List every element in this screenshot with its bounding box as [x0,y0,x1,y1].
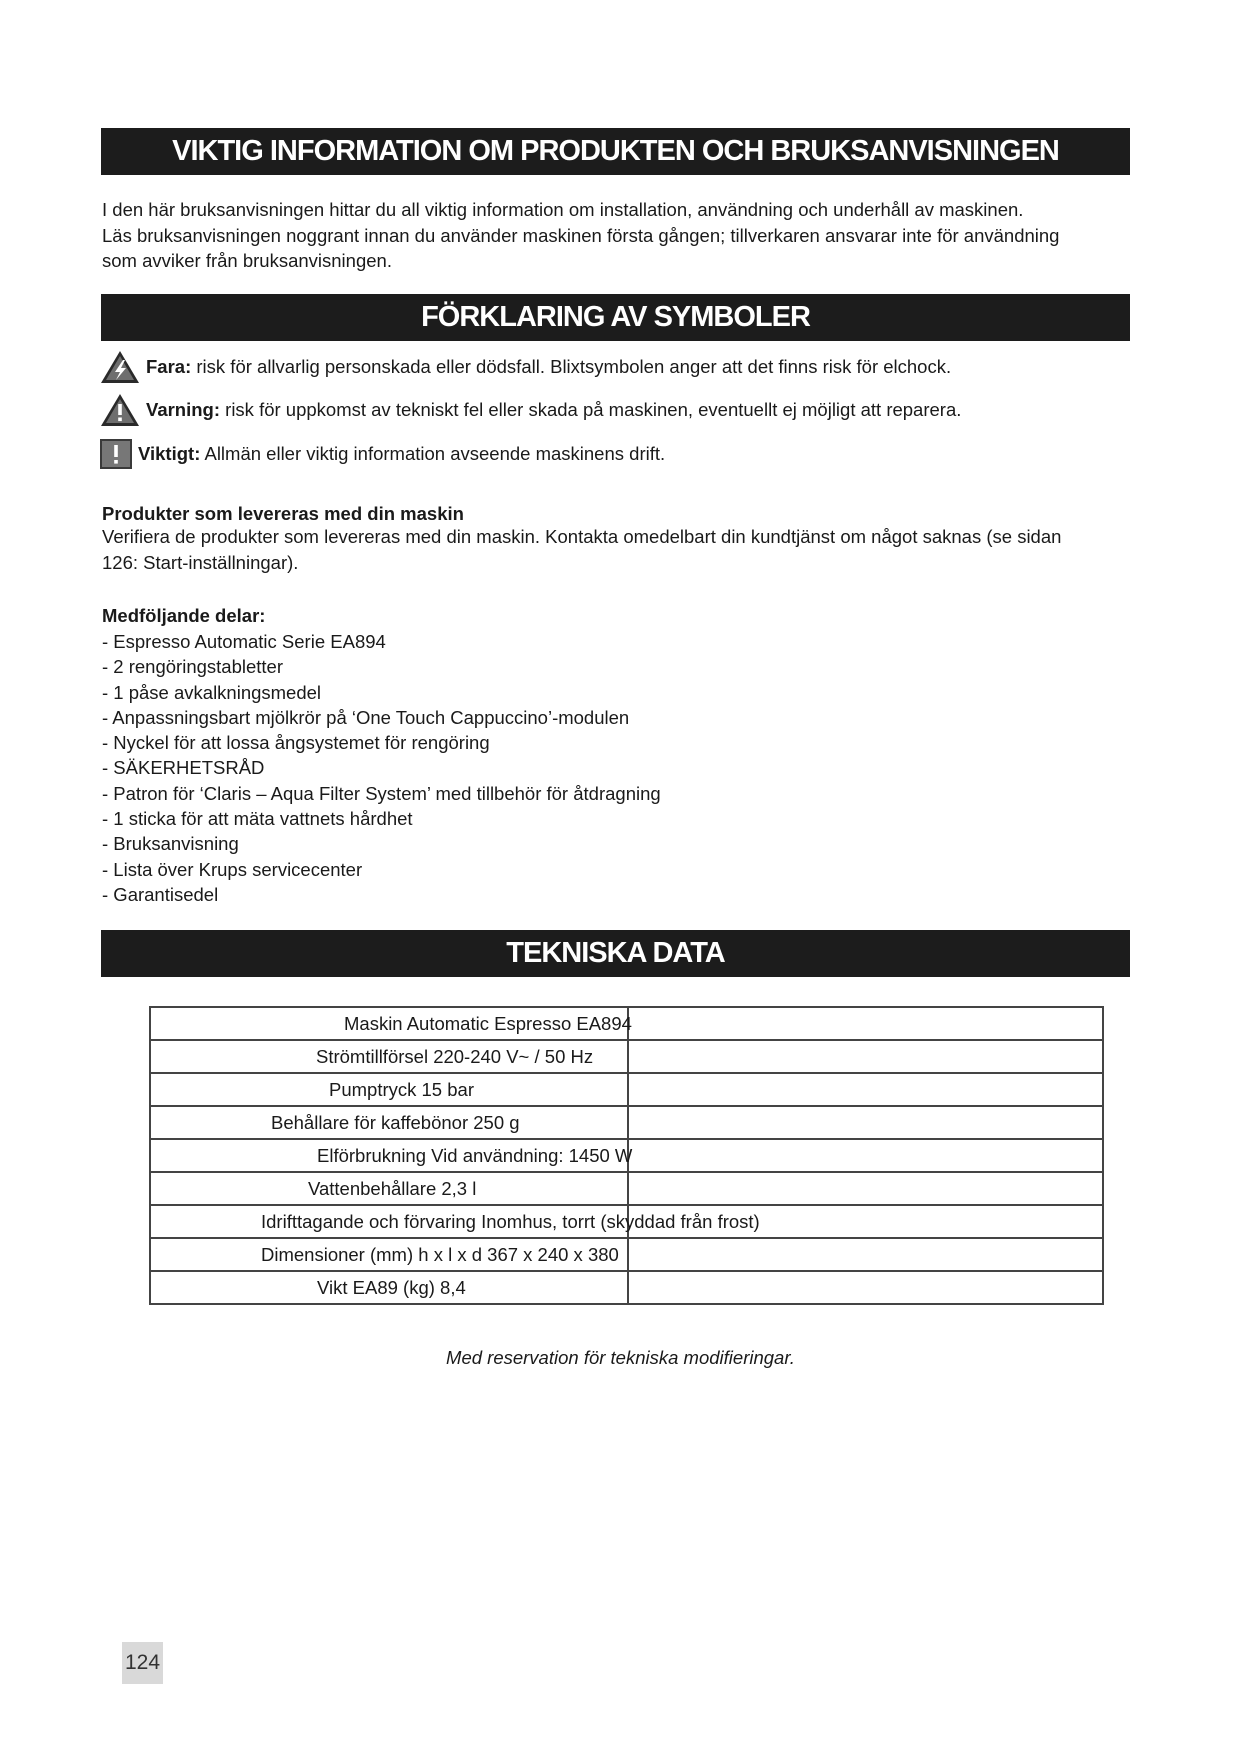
symbol-text-important: Allmän eller viktig information avseende maskinens drift. [204,443,666,464]
list-item: - Patron för ‘Claris – Aqua Filter System’ med tillbehör för åtdragning [102,782,661,804]
section-title-symbols: FÖRKLARING AV SYMBOLER [101,294,1130,341]
warning-icon [100,393,140,427]
table-cell: Vikt EA89 (kg) 8,4 [317,1277,466,1298]
table-cell: Dimensioner (mm) h x l x d 367 x 240 x 380 [261,1244,619,1265]
list-item: - Bruksanvisning [102,833,239,855]
table-cell: Elförbrukning Vid användning: 1450 W [317,1145,633,1166]
table-row [150,1040,1103,1073]
intro-line: som avviker från bruksanvisningen. [102,250,392,271]
list-item: - Nyckel för att lossa ångsystemet för rengöring [102,732,490,754]
table-cell: Idrifttagande och förvaring Inomhus, torrt (skyddad från frost) [261,1211,760,1232]
parts-heading: Medföljande delar: [102,605,266,626]
list-item: - Lista över Krups servicecenter [102,858,363,880]
symbol-label-warning: Varning: [146,399,221,420]
symbol-row-important [100,439,665,469]
parts-list [102,629,661,907]
list-item: - Espresso Automatic Serie EA894 [102,631,386,652]
products-line: Verifiera de produkter som levereras med din maskin. Kontakta omedelbart din kundtjänst om något saknas (se sidan [102,526,1062,547]
table-cell: Pumptryck 15 bar [329,1079,474,1100]
table-row [150,1139,1103,1172]
table-cell: Behållare för kaffebönor 250 g [271,1112,520,1133]
list-item: - 1 sticka för att mäta vattnets hårdhet [102,808,413,830]
symbol-text-danger: risk för allvarlig personskada eller dödsfall. Blixtsymbolen anger att det finns risk för elchock. [196,356,952,377]
products-line: 126: Start-inställningar). [102,551,299,573]
intro-line: Läs bruksanvisningen noggrant innan du använder maskinen första gången; tillverkaren ansvarar inte för användning [102,224,1060,246]
list-item: - SÄKERHETSRÅD [102,757,265,779]
page-number: 124 [122,1642,163,1684]
symbol-label-danger: Fara: [146,356,192,377]
table-row [150,1172,1103,1205]
table-row [150,1271,1103,1304]
list-item: - Garantisedel [102,883,219,905]
table-row [150,1007,1103,1040]
list-item: - 1 påse avkalkningsmedel [102,681,322,703]
section-title-important-info: VIKTIG INFORMATION OM PRODUKTEN OCH BRUKSANVISNINGEN [101,128,1130,175]
table-cell: Maskin Automatic Espresso EA894 [344,1013,632,1034]
intro-line: I den här bruksanvisningen hittar du all viktig information om installation, användning och underhåll av maskinen. [102,199,1024,220]
symbol-row-danger [100,350,951,384]
table-row [150,1106,1103,1139]
intro-paragraph [102,197,1132,274]
symbol-row-warning [100,393,961,427]
section-title-tech-data: TEKNISKA DATA [101,930,1130,977]
list-item: - Anpassningsbart mjölkrör på ‘One Touch Cappuccino’-modulen [102,706,630,728]
products-paragraph [102,524,1132,575]
table-cell: Vattenbehållare 2,3 l [308,1178,477,1199]
table-row [150,1238,1103,1271]
list-item: - 2 rengöringstabletter [102,656,283,678]
tech-note: Med reservation för tekniska modifieringar. [446,1347,795,1368]
tech-data-table [149,1006,1104,1305]
symbol-label-important: Viktigt: [138,443,201,464]
table-row [150,1205,1103,1238]
products-heading: Produkter som levereras med din maskin [102,503,464,524]
symbol-text-warning: risk för uppkomst av tekniskt fel eller skada på maskinen, eventuellt ej möjligt att reparera. [225,399,962,420]
danger-lightning-icon [100,350,140,384]
table-cell: Strömtillförsel 220-240 V~ / 50 Hz [316,1046,594,1067]
important-icon [100,439,132,469]
table-row [150,1073,1103,1106]
